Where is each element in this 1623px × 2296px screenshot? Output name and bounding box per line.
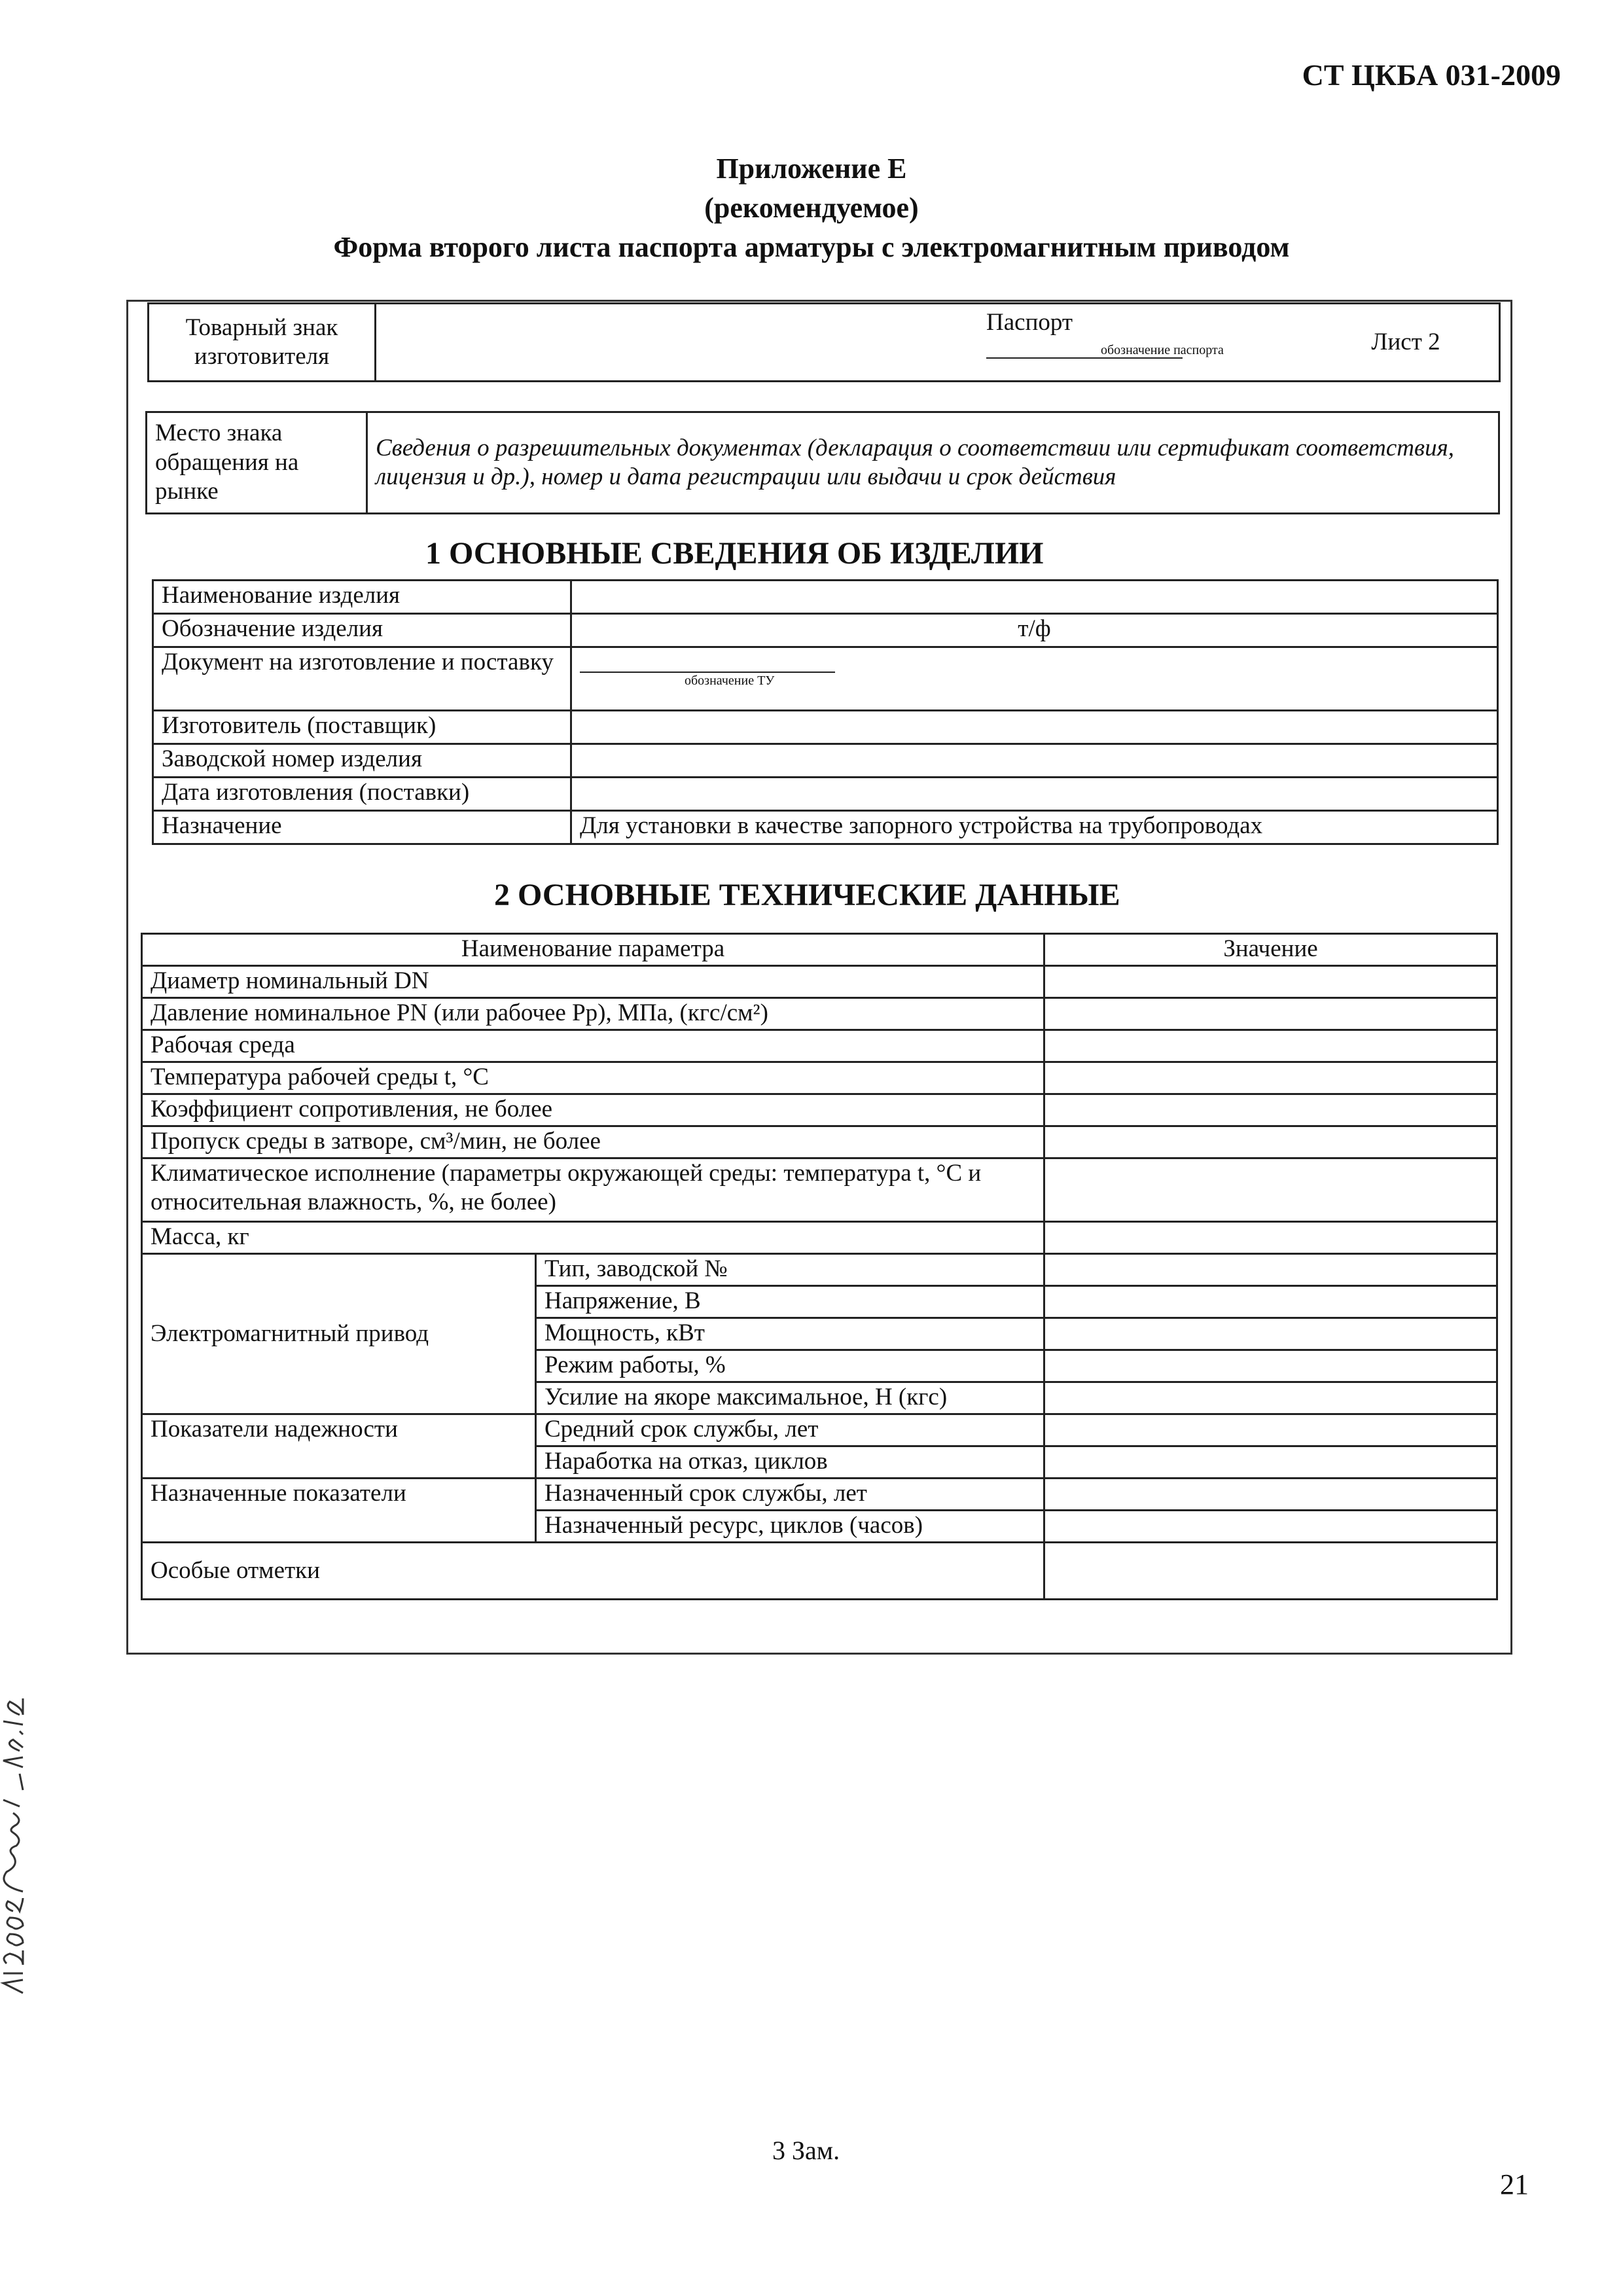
param-label: Коэффициент сопротивления, не более bbox=[142, 1094, 1044, 1126]
param-label: Рабочая среда bbox=[142, 1030, 1044, 1062]
table-row bbox=[153, 647, 1498, 711]
table-row bbox=[142, 1222, 1497, 1254]
param-value bbox=[1044, 1222, 1497, 1254]
tech-data-table bbox=[141, 933, 1498, 1600]
param-value bbox=[1044, 1350, 1497, 1382]
page-number: 21 bbox=[1500, 2168, 1529, 2200]
section1-title: 1 ОСНОВНЫЕ СВЕДЕНИЯ ОБ ИЗДЕЛИИ bbox=[425, 536, 1044, 571]
param-value bbox=[1044, 1062, 1497, 1094]
market-mark-table bbox=[145, 411, 1500, 514]
param-value bbox=[1044, 1286, 1497, 1318]
change-note: 3 Зам. bbox=[772, 2136, 840, 2165]
param-label: Усилие на якоре максимальное, Н (кгс) bbox=[536, 1382, 1044, 1414]
market-mark-label: Место знака обращения на рынке bbox=[147, 412, 367, 514]
param-value bbox=[1044, 1094, 1497, 1126]
section2-title: 2 ОСНОВНЫЕ ТЕХНИЧЕСКИЕ ДАННЫЕ bbox=[494, 878, 1120, 912]
table-row bbox=[142, 1094, 1497, 1126]
param-value bbox=[1044, 998, 1497, 1030]
handwritten-signature bbox=[0, 1669, 49, 1996]
param-label: Климатическое исполнение (параметры окружающей среды: температура t, °С и относительная влажность, %, не более) bbox=[142, 1158, 1044, 1222]
param-label: Диаметр номинальный DN bbox=[142, 966, 1044, 998]
row-value bbox=[571, 778, 1498, 811]
table-row bbox=[153, 711, 1498, 744]
row-label: Изготовитель (поставщик) bbox=[153, 711, 571, 744]
drive-group-label: Электромагнитный привод bbox=[142, 1254, 536, 1414]
row-label: Дата изготовления (поставки) bbox=[153, 778, 571, 811]
signature-scribble-icon bbox=[0, 1682, 39, 1996]
row-label: Обозначение изделия bbox=[153, 614, 571, 647]
param-value bbox=[1044, 1382, 1497, 1414]
row-value bbox=[571, 744, 1498, 778]
row-value-tu bbox=[571, 647, 1498, 711]
row-value bbox=[571, 711, 1498, 744]
param-label: Режим работы, % bbox=[536, 1350, 1044, 1382]
table-row bbox=[153, 581, 1498, 614]
table-row bbox=[142, 1414, 1497, 1446]
param-label: Температура рабочей среды t, °С bbox=[142, 1062, 1044, 1094]
passport-header-table bbox=[147, 302, 1501, 382]
param-value bbox=[1044, 1030, 1497, 1062]
param-value bbox=[1044, 1446, 1497, 1479]
appendix-subtitle: Форма второго листа паспорта арматуры с электромагнитным приводом bbox=[333, 231, 1290, 263]
table-row bbox=[142, 998, 1497, 1030]
param-value bbox=[1044, 1158, 1497, 1222]
document-number: СТ ЦКБА 031-2009 bbox=[1302, 58, 1561, 92]
permits-info: Сведения о разрешительных документах (декларация о соответствии или сертификат соответствия, лицензия и др.), номер и дата регистрации или выдачи и срок действия bbox=[367, 412, 1499, 514]
param-label: Назначенный срок службы, лет bbox=[536, 1479, 1044, 1511]
param-label: Давление номинальное PN (или рабочее Рр), МПа, (кгс/см²) bbox=[142, 998, 1044, 1030]
param-value bbox=[1044, 1254, 1497, 1286]
product-info-table bbox=[152, 579, 1499, 845]
sheet-label: Лист 2 bbox=[1371, 328, 1440, 355]
table-row bbox=[153, 811, 1498, 844]
table-row bbox=[142, 1158, 1497, 1222]
param-label: Масса, кг bbox=[142, 1222, 1044, 1254]
param-value bbox=[1044, 1126, 1497, 1158]
table-row bbox=[142, 1479, 1497, 1511]
table-row bbox=[142, 1254, 1497, 1286]
tu-line bbox=[580, 672, 835, 673]
passport-caption: обозначение паспорта bbox=[1101, 342, 1224, 357]
row-label: Документ на изготовление и поставку bbox=[153, 647, 571, 711]
param-label: Напряжение, В bbox=[536, 1286, 1044, 1318]
special-notes-label: Особые отметки bbox=[142, 1543, 1044, 1600]
row-label: Назначение bbox=[153, 811, 571, 844]
row-label: Наименование изделия bbox=[153, 581, 571, 614]
tu-caption: обозначение ТУ bbox=[685, 673, 775, 688]
passport-label: Паспорт bbox=[986, 308, 1073, 336]
param-value bbox=[1044, 1414, 1497, 1446]
special-notes-value bbox=[1044, 1543, 1497, 1600]
param-label: Средний срок службы, лет bbox=[536, 1414, 1044, 1446]
param-label: Тип, заводской № bbox=[536, 1254, 1044, 1286]
table-row bbox=[142, 1062, 1497, 1094]
passport-cell bbox=[376, 304, 1313, 382]
param-value bbox=[1044, 1479, 1497, 1511]
table-row bbox=[142, 1543, 1497, 1600]
row-value: т/ф bbox=[571, 614, 1498, 647]
appendix-title: Приложение Е bbox=[716, 152, 907, 185]
table-row bbox=[153, 614, 1498, 647]
param-label: Назначенный ресурс, циклов (часов) bbox=[536, 1511, 1044, 1543]
table-row bbox=[142, 966, 1497, 998]
assigned-group-label: Назначенные показатели bbox=[142, 1479, 536, 1543]
param-label: Мощность, кВт bbox=[536, 1318, 1044, 1350]
param-value bbox=[1044, 966, 1497, 998]
trademark-label: Товарный знак изготовителя bbox=[185, 314, 338, 370]
reliability-group-label: Показатели надежности bbox=[142, 1414, 536, 1479]
row-value: Для установки в качестве запорного устройства на трубопроводах bbox=[571, 811, 1498, 844]
table-header-row bbox=[142, 934, 1497, 966]
column-header-value: Значение bbox=[1044, 934, 1497, 966]
table-row bbox=[142, 1126, 1497, 1158]
column-header-param: Наименование параметра bbox=[142, 934, 1044, 966]
table-row bbox=[142, 1030, 1497, 1062]
appendix-type: (рекомендуемое) bbox=[704, 192, 919, 224]
table-row bbox=[153, 778, 1498, 811]
param-label: Наработка на отказ, циклов bbox=[536, 1446, 1044, 1479]
table-row bbox=[153, 744, 1498, 778]
trademark-cell bbox=[149, 304, 376, 382]
param-label: Пропуск среды в затворе, см³/мин, не более bbox=[142, 1126, 1044, 1158]
param-value bbox=[1044, 1511, 1497, 1543]
row-label: Заводской номер изделия bbox=[153, 744, 571, 778]
param-value bbox=[1044, 1318, 1497, 1350]
row-value bbox=[571, 581, 1498, 614]
sheet-cell bbox=[1313, 304, 1500, 382]
